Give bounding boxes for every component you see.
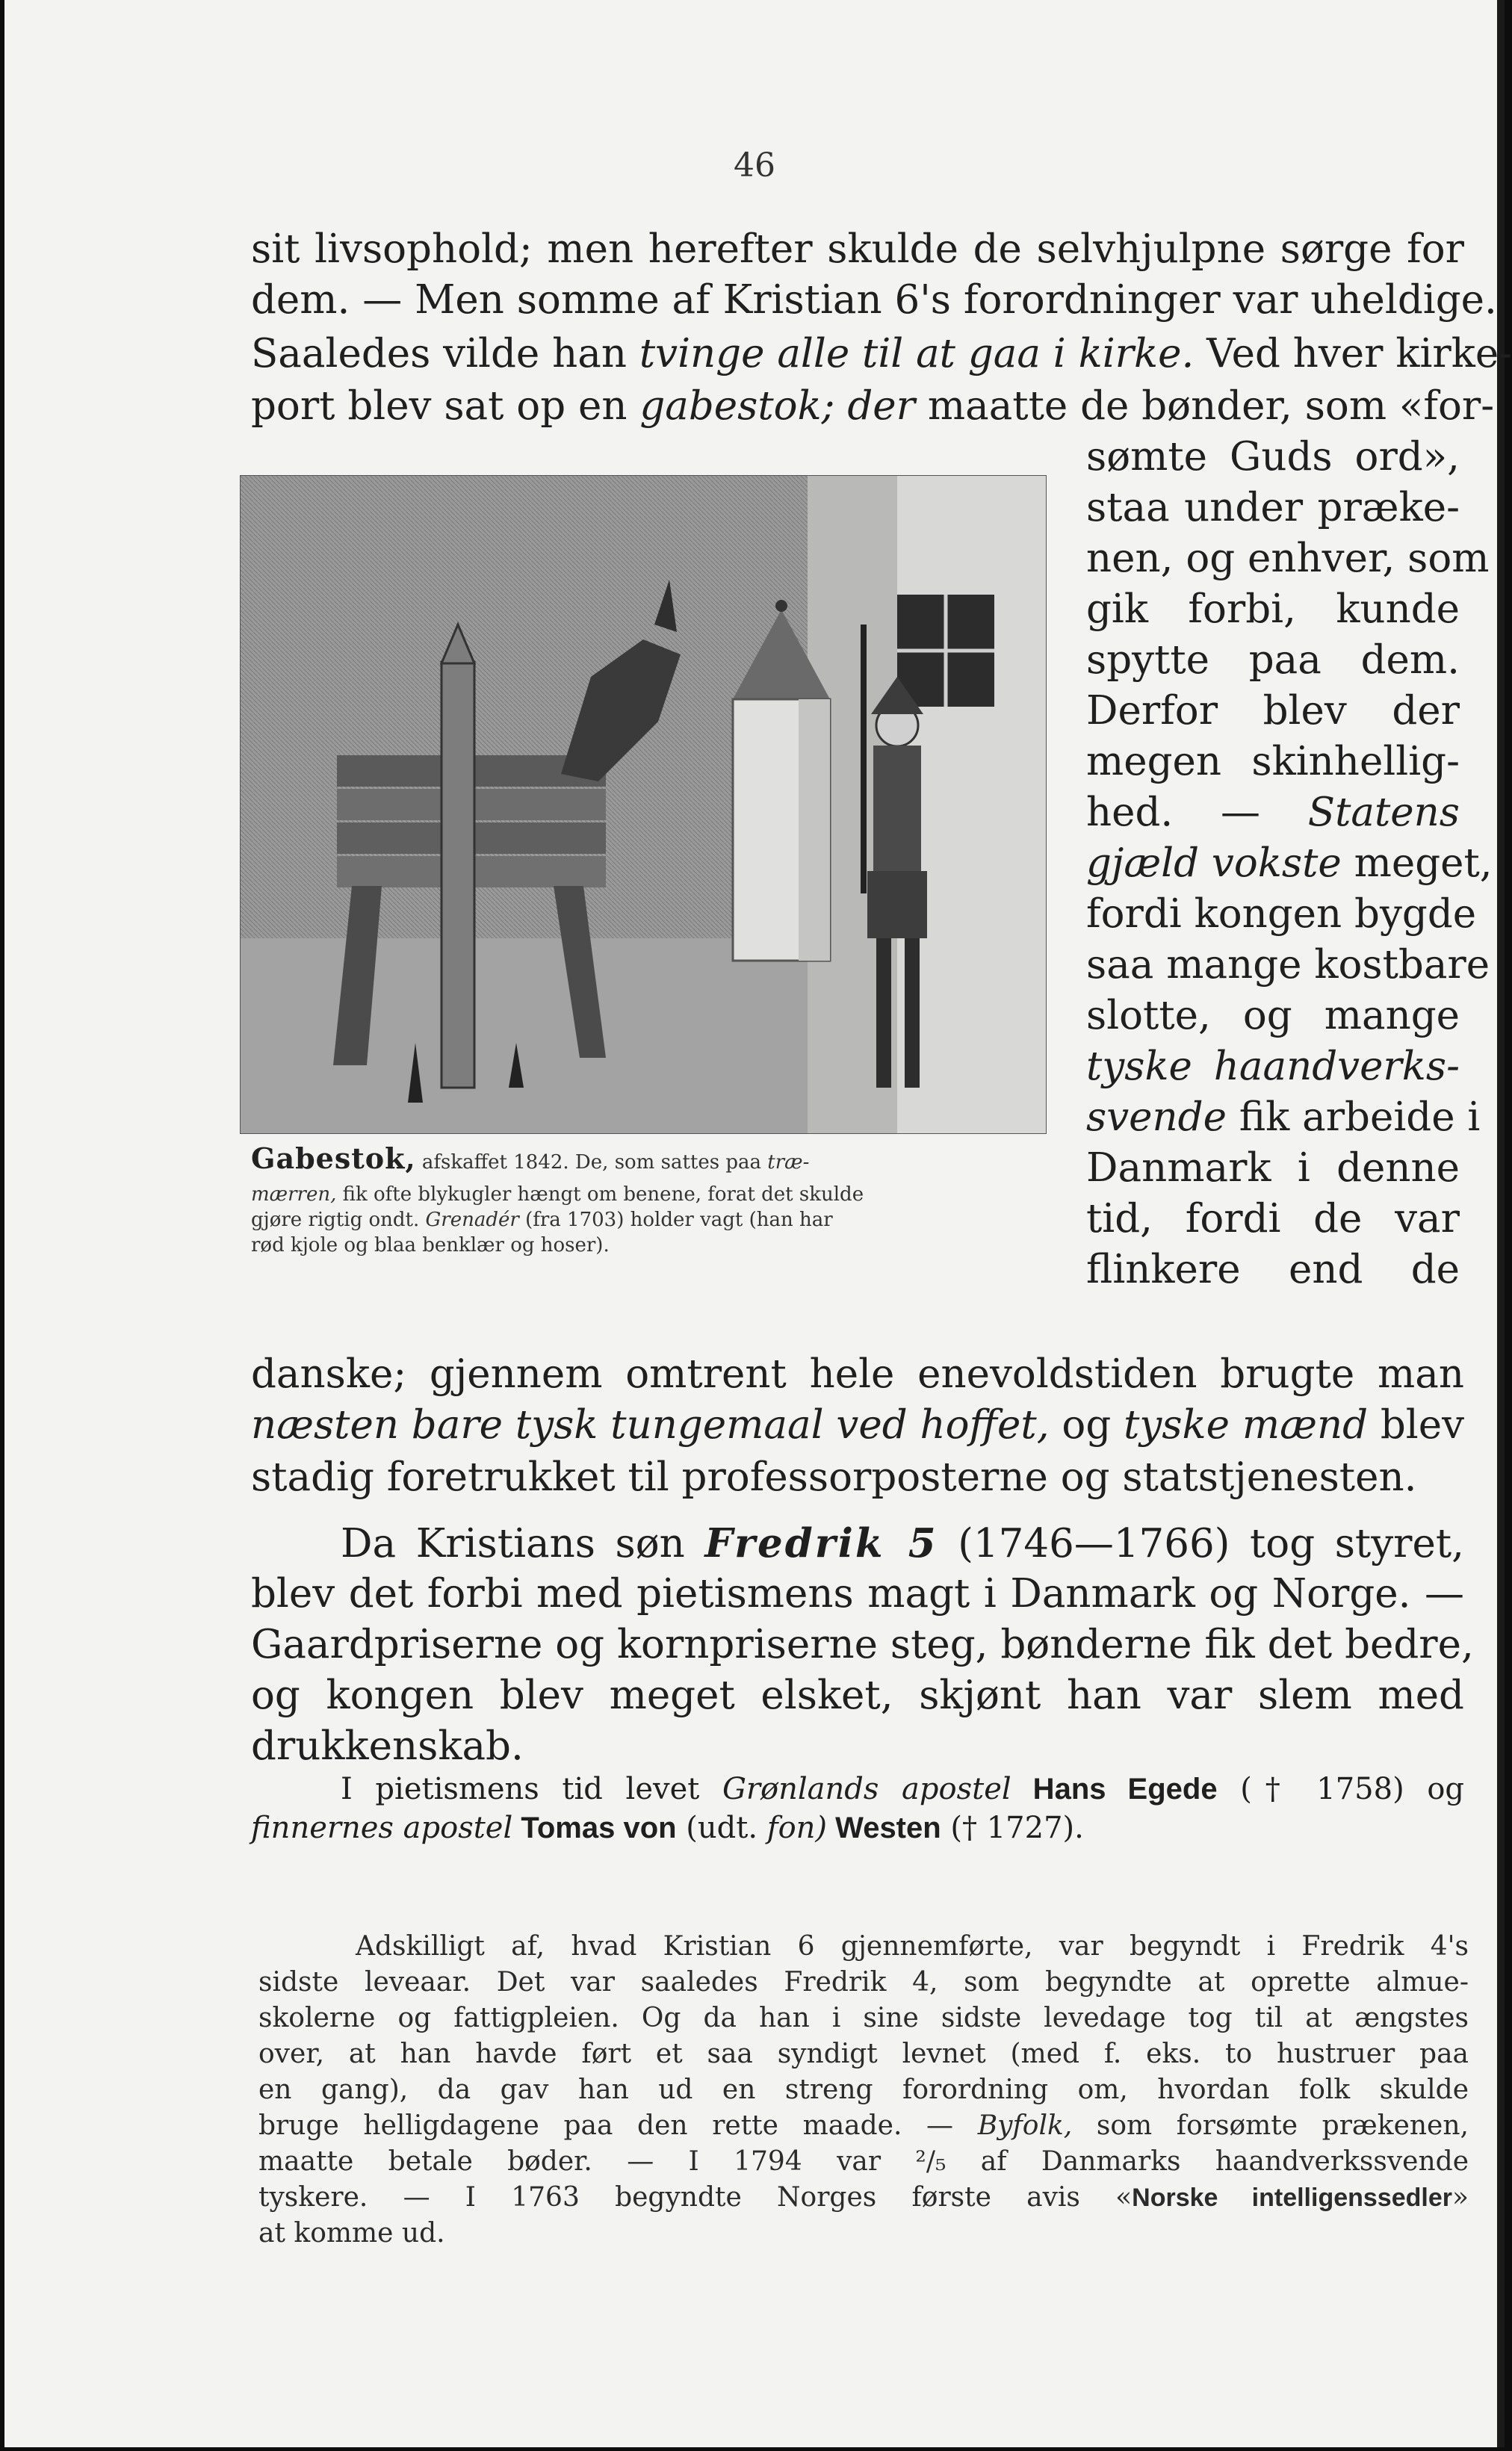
text-line: [341, 1518, 1464, 1570]
right-col-line: Danmark i denne: [1086, 1145, 1460, 1191]
text-span: († 1758) og: [1217, 1772, 1465, 1806]
text-span: Saaledes vilde han: [251, 331, 639, 377]
right-col-line: saa mange kostbare: [1086, 942, 1490, 988]
text-span: I pietismens tid levet: [341, 1772, 722, 1806]
right-col-line: flinkere end de: [1086, 1247, 1460, 1292]
footnote-line: at komme ud.: [258, 2218, 445, 2249]
text-span: og: [1049, 1402, 1124, 1448]
italic-span: Statens: [1307, 790, 1460, 835]
footnote-line: [258, 2108, 1469, 2144]
text-line: Gaardpriserne og kornpriserne steg, bønderne fik det bedre,: [251, 1622, 1474, 1667]
text-line: og kongen blev meget elsket, skjønt han var slem med: [251, 1673, 1464, 1718]
footnote-line: en gang), da gav han ud en streng forordning om, hvordan folk skulde: [258, 2074, 1469, 2105]
figure-caption-line: rød kjole og blaa benklær og hoser).: [251, 1234, 610, 1257]
emphasis-span: Fredrik 5: [704, 1520, 938, 1567]
text-span: (udt.: [676, 1811, 767, 1845]
right-col-line: tyske haandverks-: [1086, 1044, 1460, 1089]
right-col-line: megen skinhellig-: [1086, 739, 1460, 784]
right-col-line: nen, og enhver, som: [1086, 536, 1490, 581]
text-span: meget,: [1341, 840, 1493, 886]
text-span: fik ofte blykugler hængt om benene, forat det skulde: [336, 1183, 864, 1206]
footnote-line: maatte betale bøder. — I 1794 var ²/₅ af Danmarks haandverkssvende: [258, 2146, 1469, 2177]
text-line: drukkenskab.: [251, 1723, 524, 1769]
text-span: »: [1451, 2182, 1469, 2213]
text-span: Da Kristians søn: [341, 1521, 705, 1567]
text-line: [251, 1809, 1297, 1847]
gabestok-illustration: [240, 475, 1047, 1134]
italic-span: træ-: [767, 1151, 810, 1174]
text-span: gjøre rigtig ondt.: [251, 1209, 426, 1231]
text-span: bruge helligdagene paa den rette maade. —: [258, 2110, 978, 2141]
name-span: Tomas von: [512, 1812, 677, 1844]
newspaper-name: Norske intelligenssedler: [1132, 2184, 1452, 2212]
name-span: Westen: [827, 1812, 941, 1844]
italic-span: svende: [1086, 1094, 1227, 1140]
right-col-line: Derfor blev der: [1086, 688, 1460, 734]
italic-span: næsten bare tysk tungemaal ved hoffet,: [251, 1402, 1050, 1448]
italic-span: mærren,: [251, 1183, 337, 1206]
right-col-line: tid, fordi de var: [1086, 1196, 1460, 1242]
text-span: hed. —: [1086, 790, 1308, 835]
text-span: († 1727).: [941, 1811, 1084, 1845]
footnote-line: [258, 2180, 1469, 2216]
right-col-line: gik forbi, kunde: [1086, 586, 1460, 632]
footnote-line: skolerne og fattigpleien. Og da han i sine sidste levedage tog til at ængstes: [258, 2003, 1469, 2033]
footnote-line: over, at han havde ført et saa syndigt levnet (med f. eks. to hustruer paa: [258, 2039, 1469, 2069]
text-line: dem. — Men somme af Kristian 6's forordninger var uheldige.: [251, 277, 1497, 323]
italic-span: Byfolk,: [977, 2110, 1073, 2141]
text-line: [341, 1770, 1464, 1808]
italic-span: tvinge alle til at gaa i kirke.: [639, 331, 1195, 377]
right-col-line: [1086, 1092, 1481, 1143]
right-col-line: sømte Guds ord»,: [1086, 434, 1460, 480]
text-span: maatte de bønder, som «for-: [915, 383, 1495, 429]
italic-span: fon): [766, 1811, 828, 1845]
text-line: blev det forbi med pietismens magt i Danmark og Norge. —: [251, 1571, 1464, 1617]
right-col-line: spytte paa dem.: [1086, 637, 1460, 683]
italic-span: gabestok; der: [639, 383, 915, 429]
book-page: [4, 0, 1512, 2447]
right-col-line: slotte, og mange: [1086, 993, 1460, 1038]
text-span: tyskere. — I 1763 begyndte Norges første avis «: [258, 2182, 1133, 2213]
gabestok-engraving: [240, 475, 1047, 1134]
italic-span: Grønlands apostel: [722, 1772, 1011, 1806]
page-number: 46: [734, 146, 775, 185]
text-span: port blev sat op en: [251, 383, 640, 429]
italic-span: tyske mænd: [1124, 1402, 1369, 1448]
text-span: afskaffet 1842. De, som sattes paa: [415, 1151, 768, 1174]
name-span: Hans Egede: [1011, 1773, 1218, 1806]
text-span: fik arbeide i: [1226, 1094, 1481, 1140]
footnote-line: Adskilligt af, hvad Kristian 6 gjennemførte, var begyndt i Fredrik 4's: [356, 1931, 1469, 1962]
text-line: stadig foretrukket til professorposterne og statstjenesten.: [251, 1454, 1417, 1500]
text-line: sit livsophold; men herefter skulde de selvhjulpne sørge for: [251, 226, 1464, 272]
figure-caption-line: [251, 1141, 1073, 1175]
text-line: [251, 381, 1495, 432]
text-line: [251, 329, 1512, 379]
text-line: [251, 1400, 1464, 1451]
right-col-line: staa under præke-: [1086, 485, 1460, 530]
text-span: (fra 1703) holder vagt (han har: [518, 1209, 833, 1231]
text-span: (1746—1766) tog styret,: [938, 1521, 1465, 1567]
figure-caption-line: [251, 1183, 1073, 1206]
footnote-line: sidste leveaar. Det var saaledes Fredrik 4, som begyndte at oprette almue-: [258, 1967, 1469, 1998]
right-col-line: [1086, 838, 1493, 889]
figure-caption-line: [251, 1209, 1073, 1231]
right-col-line: [1086, 787, 1460, 838]
text-span: Ved hver kirke-: [1194, 331, 1512, 377]
text-line: danske; gjennem omtrent hele enevoldstiden brugte man: [251, 1351, 1464, 1397]
italic-span: gjæld vokste: [1086, 840, 1342, 886]
text-span: blev: [1368, 1402, 1465, 1448]
italic-span: finnernes apostel: [251, 1811, 513, 1845]
right-col-line: fordi kongen bygde: [1086, 891, 1477, 937]
italic-span: Grenadér: [425, 1209, 519, 1231]
caption-title: Gabestok,: [251, 1141, 416, 1175]
text-span: som forsømte prækenen,: [1072, 2110, 1469, 2141]
